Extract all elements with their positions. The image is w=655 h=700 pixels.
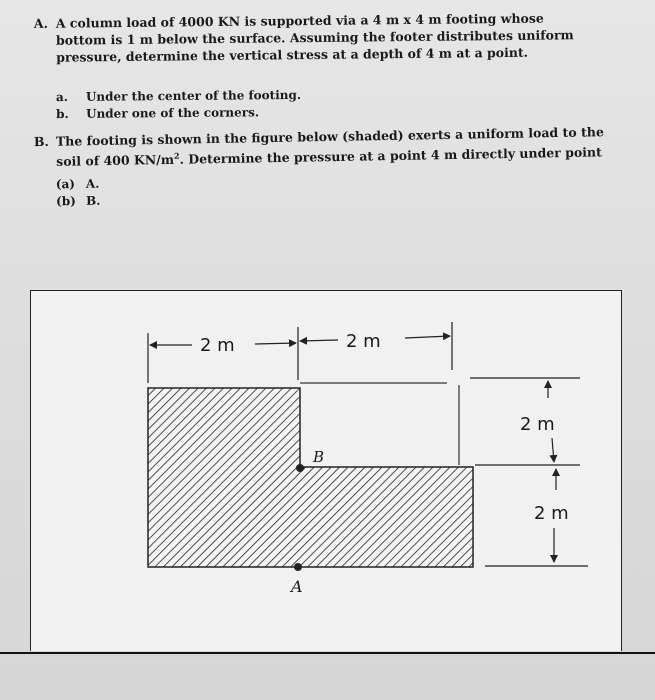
dim-right-upper-label: 2 m bbox=[520, 414, 555, 435]
question-a-line-2: bottom is 1 m below the surface. Assuming the footer distributes uniform bbox=[55, 27, 574, 48]
point-a-label: A bbox=[291, 577, 303, 596]
point-b-label: B bbox=[313, 448, 325, 466]
point-b-marker bbox=[296, 464, 304, 472]
dim-top-left-arrow-r bbox=[255, 343, 296, 344]
question-a-line-1: A column load of 4000 KN is supported via a 4 m x 4 m footing whose bbox=[55, 10, 544, 31]
question-a-part-a: a. Under the center of the footing. bbox=[55, 87, 302, 105]
dim-top-right-arrow-l bbox=[300, 340, 338, 341]
dim-top-left-label: 2 m bbox=[200, 335, 235, 356]
page-bottom-rule bbox=[0, 652, 655, 654]
question-b-part-a: (a) A. bbox=[55, 176, 100, 192]
shaded-footing bbox=[148, 388, 473, 567]
question-a-label: A. bbox=[33, 15, 48, 31]
question-b-line-2: soil of 400 $KN/m^2$. Determine the pressure at a point 4 m directly under point bbox=[56, 144, 602, 169]
dim-right-upper-arrow-down bbox=[552, 438, 554, 462]
question-a-part-b: b. Under one of the corners. bbox=[56, 105, 260, 122]
point-a-marker bbox=[294, 563, 302, 571]
dim-top-right-label: 2 m bbox=[346, 331, 381, 352]
question-b-line-1: The footing is shown in the figure below (shaded) exerts a uniform load to the bbox=[55, 124, 604, 149]
dim-top-right-arrow-r bbox=[405, 336, 450, 338]
question-b-label: B. bbox=[33, 133, 49, 150]
question-a-line-3: pressure, determine the vertical stress at a depth of 4 m at a point. bbox=[56, 44, 529, 65]
question-b-part-b: (b) B. bbox=[56, 193, 101, 209]
dim-right-lower-label: 2 m bbox=[534, 503, 569, 524]
